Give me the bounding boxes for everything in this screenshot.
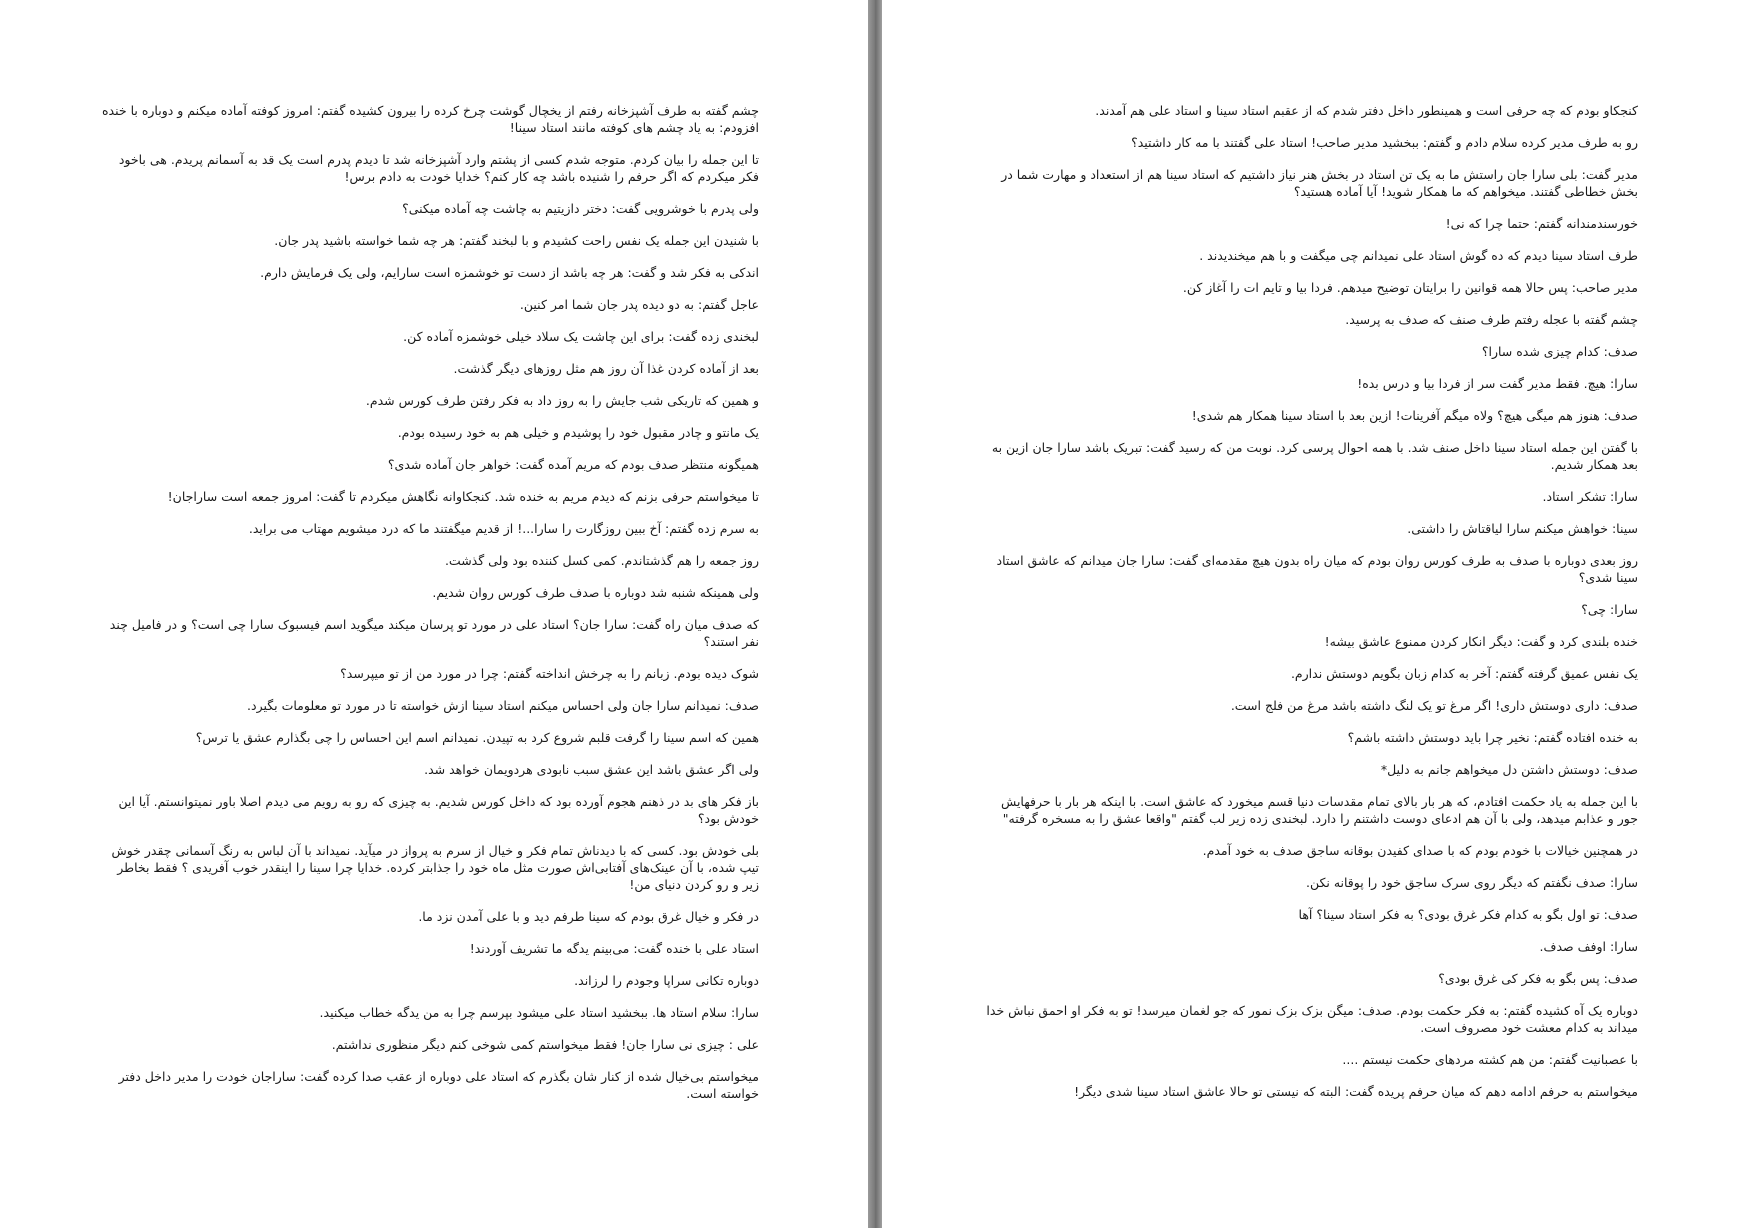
paragraph: روز بعدی دوباره با صدف به طرف کورس روان بودم که میان راه بدون هیچ مقدمه‌ای گفت: سارا جان میدانم که عاشق استاد سینا شدی؟: [996, 553, 1638, 585]
paragraph: کنجکاو بودم که چه حرفی است و همینطور داخل دفتر شدم که از عقبم استاد سینا و استاد علی هم آمدند.: [1095, 103, 1638, 118]
paragraph: بعد از آماده کردن غذا آن روز هم مثل روزهای دیگر گذشت.: [453, 361, 759, 376]
left-page-text: [97, 102, 759, 1117]
paragraph: لبخندی زده گفت: برای این چاشت یک سلاد خیلی خوشمزه آماده کن.: [403, 329, 759, 344]
paragraph: مدیر گفت: بلی سارا جان راستش ما به یک تن استاد در بخش هنر نیاز داشتیم که استاد سینا هم از استعداد و مهارت شما در بخش خطاطی گفتند. میخواهم که ما همکار شوید! آیا آماده هستید؟: [1001, 167, 1638, 199]
paragraph: سارا: هیچ. فقط مدیر گفت سر از فردا بیا و درس بده!: [1357, 376, 1638, 391]
paragraph: در فکر و خیال غرق بودم که سینا طرفم دید و با علی آمدن نزد ما.: [418, 909, 759, 924]
paragraph: با عصبانیت گفتم: من هم کشته مردهای حکمت نیستم ....: [1342, 1052, 1638, 1067]
paragraph: طرف استاد سینا دیدم که ده گوش استاد علی نمیدانم چی میگفت و با هم میخندیدند .: [1199, 248, 1638, 263]
paragraph: و همین که تاریکی شب جایش را به روز داد به فکر رفتن طرف کورس شدم.: [365, 393, 759, 408]
page-divider: [868, 0, 882, 1228]
paragraph: عاجل گفتم: به دو دیده پدر جان شما امر کنین.: [519, 297, 759, 312]
paragraph: سینا: خواهش میکنم سارا لیاقتاش را داشتی.: [1407, 521, 1638, 536]
paragraph: اندکی به فکر شد و گفت: هر چه باشد از دست تو خوشمزه است سارایم، ولی یک فرمایش دارم.: [260, 265, 759, 280]
paragraph: خورسندمندانه گفتم: حتما چرا که نی!: [1445, 216, 1638, 231]
paragraph: ولی پدرم با خوشرویی گفت: دختر دازیتیم به چاشت چه آماده میکنی؟: [402, 201, 759, 216]
paragraph: علی : چیزی نی سارا جان! فقط میخواستم کمی شوخی کنم دیگر منظوری نداشتم.: [331, 1037, 759, 1052]
paragraph: صدف: تو اول بگو به کدام فکر غرق بودی؟ به فکر استاد سینا؟ آها: [1298, 907, 1638, 922]
paragraph: رو به طرف مدیر کرده سلام دادم و گفتم: ببخشید مدیر صاحب! استاد علی گفتند با مه کار داشتید؟: [1131, 135, 1638, 150]
paragraph: با شنیدن این جمله یک نفس راحت کشیدم و با لبخند گفتم: هر چه شما خواسته باشید پدر جان.: [274, 233, 759, 248]
paragraph: با گفتن این جمله استاد سینا داخل صنف شد. با همه احوال پرسی کرد. نوبت من که رسید گفت: تبریک باشد سارا جان ازین به بعد همکار شدیم.: [991, 440, 1638, 472]
paragraph: میخواستم بی‌خیال شده از کنار شان بگذرم که استاد علی دوباره از عقب صدا کرده گفت: ساراجان خودت را مدیر داخل دفتر خواسته است.: [118, 1069, 759, 1101]
paragraph: چشم گفته به طرف آشپزخانه رفتم از یخچال گوشت چرخ کرده را بیرون کشیده گفتم: امروز کوفته آماده میکنم و دوباره با خنده افزودم: به یاد چشم های کوفته مانند استاد سینا!: [101, 103, 759, 135]
paragraph: خنده بلندی کرد و گفت: دیگر انکار کردن ممنوع عاشق بیشه!: [1324, 634, 1638, 649]
left-page: [0, 0, 868, 1228]
paragraph: سارا: صدف نگفتم که دیگر روی سرک ساجق خود را پوقانه نکن.: [1305, 875, 1638, 890]
paragraph: همیگونه منتظر صدف بودم که مریم آمده گفت: خواهر جان آماده شدی؟: [387, 457, 759, 472]
paragraph: همین که اسم سینا را گرفت قلبم شروع کرد به تپیدن. نمیدانم اسم این احساس را چی بگذارم عشق یا ترس؟: [195, 730, 759, 745]
paragraph: سارا: تشکر استاد.: [1542, 489, 1638, 504]
paragraph: استاد علی با خنده گفت: می‌بینم یدگه ما تشریف آوردند!: [469, 941, 759, 956]
paragraph: چشم گفته با عجله رفتم طرف صنف که صدف به پرسید.: [1345, 312, 1638, 327]
paragraph: صدف: داری دوستش داری! اگر مرغ تو یک لنگ داشته باشد مرغ من فلج است.: [1230, 698, 1638, 713]
paragraph: صدف: کدام چیزی شده سارا؟: [1481, 344, 1638, 359]
paragraph: صدف: نمیدانم سارا جان ولی احساس میکنم استاد سینا ازش خواسته تا در مورد تو معلومات بگیرد.: [247, 698, 759, 713]
paragraph: در همچنین خیالات با خودم بودم که با صدای کفیدن بوقانه ساجق صدف به خود آمدم.: [1202, 843, 1638, 858]
paragraph: با این جمله به یاد حکمت افتادم، که هر بار بالای تمام مقدسات دنیا قسم میخورد که عاشق است. با اینکه هر بار با حرفهایش جور و عذابم میدهد، ولی با آن هم ادعای دوست داشتنم را دارد. لبخندی زده زیر لب گفتم "واقعا عشق را به مسخره گرفته": [1001, 794, 1638, 826]
paragraph: صدف: پس بگو به فکر کی غرق بودی؟: [1438, 971, 1638, 986]
paragraph: باز فکر های بد در ذهنم هجوم آورده بود که داخل کورس شدیم. به چیزی که رو به رویم می دیدم اصلا باور نمیتوانستم. آیا این خودش بود؟: [118, 794, 759, 826]
paragraph: یک نفس عمیق گرفته گفتم: آخر به کدام زبان بگویم دوستش ندارم.: [1290, 666, 1638, 681]
right-page: [882, 0, 1749, 1228]
paragraph: تا این جمله را بیان کردم. متوجه شدم کسی از پشتم وارد آشپزخانه شد تا دیدم پدرم است یک قد به آسمانم پریدم. هی باخود فکر میکردم که اگر حرفم را شنیده باشد چه کار کنم؟ خدایا خودت به دادم برس!: [118, 152, 759, 184]
paragraph: دوباره یک آه کشیده گفتم: به فکر حکمت بودم. صدف: میگن بزک بزک نمور که جو لغمان میرسد! تو به فکر او احمق نباش خدا میداند به کدام معشت خود مصروف است.: [986, 1003, 1638, 1035]
paragraph: به سرم زده گفتم: آخ ببین روزگارت را سارا...! از قدیم میگفتند ما که درد میشویم مهتاب می براید.: [248, 521, 759, 536]
paragraph: بلی خودش بود. کسی که با دیدناش تمام فکر و خیال از سرم به پرواز در میآید. نمیداند با آن لباس به رنگ آسمانی چقدر خوش تیپ شده، با آن عینک‌های آفتابی‌اش صورت مثل ماه خود را جذابتر کرده. خدایا چرا سینا را اینقدر خوب آفریدی ؟ فقط بخاطر زیر و رو کردن دنیای من!: [111, 843, 759, 892]
paragraph: که صدف میان راه گفت: سارا جان؟ استاد علی در مورد تو پرسان میکند میگوید اسم فیسبوک سارا چی است؟ و در فامیل چند نفر استند؟: [109, 617, 759, 649]
paragraph: ولی اگر عشق باشد این عشق سبب نابودی هردویمان خواهد شد.: [424, 762, 759, 777]
paragraph: یک مانتو و چادر مقبول خود را پوشیدم و خیلی هم به خود رسیده بودم.: [397, 425, 759, 440]
right-page-text: [986, 102, 1638, 1115]
paragraph: سارا: اوفف صدف.: [1539, 939, 1638, 954]
paragraph: میخواستم به حرفم ادامه دهم که میان حرفم پریده گفت: البته که نیستی تو حالا عاشق استاد سینا شدی دیگر!: [1074, 1084, 1638, 1099]
paragraph: دوباره تکانی سراپا وجودم را لرزاند.: [574, 973, 759, 988]
paragraph: سارا: سلام استاد ها. ببخشید استاد علی میشود بپرسم چرا به من یدگه خطاب میکنید.: [319, 1005, 759, 1020]
paragraph: ولی همینکه شنبه شد دوباره با صدف طرف کورس روان شدیم.: [432, 585, 759, 600]
paragraph: صدف: هنوز هم میگی هیچ؟ ولاه میگم آفرینات! ازین بعد با استاد سینا همکار هم شدی!: [1191, 408, 1638, 423]
paragraph: به خنده افتاده گفتم: نخیر چرا باید دوستش داشته باشم؟: [1347, 730, 1638, 745]
paragraph: تا میخواستم حرفی بزنم که دیدم مریم به خنده شد. کنجکاوانه نگاهش میکردم تا گفت: امروز جمعه است ساراجان!: [167, 489, 759, 504]
paragraph: روز جمعه را هم گذشتاندم. کمی کسل کننده بود ولی گذشت.: [444, 553, 759, 568]
paragraph: سارا: چی؟: [1581, 602, 1638, 617]
paragraph: شوک دیده بودم. زبانم را به چرخش انداخته گفتم: چرا در مورد من از تو میپرسد؟: [340, 666, 759, 681]
paragraph: صدف: دوستش داشتن دل میخواهم جانم به دلیل*: [1380, 762, 1638, 777]
paragraph: مدیر صاحب: پس حالا همه قوانین را برایتان توضیح میدهم. فردا بیا و تایم ات را آغاز کن.: [1182, 280, 1638, 295]
